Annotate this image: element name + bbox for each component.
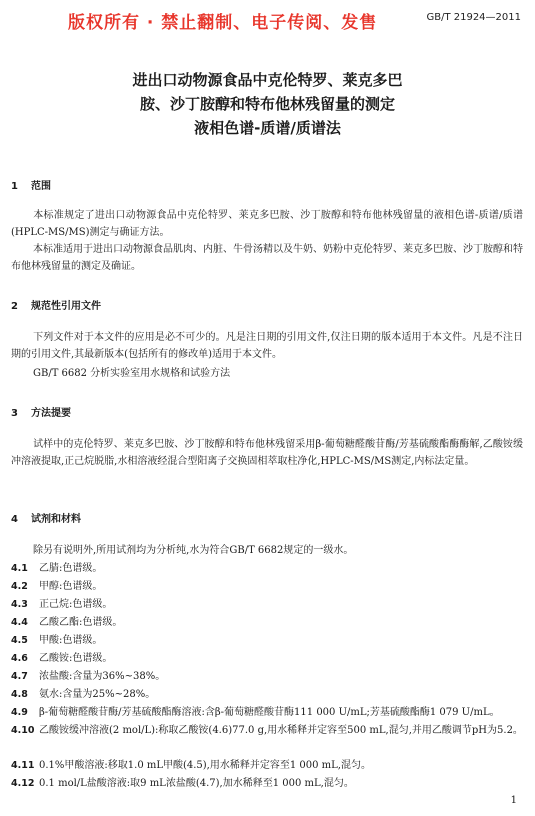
reagent-item bbox=[11, 775, 525, 792]
item-text: 乙酸铵缓冲溶液(2 mol/L):称取乙酸铵(4.6)77.0 g,用水稀释并定容至500 mL,混匀,并用乙酸调节pH为5.2。 bbox=[39, 725, 523, 736]
reagent-item bbox=[11, 722, 525, 739]
section-number: 2 bbox=[11, 301, 18, 312]
item-text: 正己烷:色谱级。 bbox=[39, 599, 113, 610]
item-text: 甲醇:色谱级。 bbox=[39, 581, 103, 592]
reagent-item bbox=[11, 704, 525, 721]
paragraph-text: 试样中的克伦特罗、莱克多巴胺、沙丁胺醇和特布他林残留采用β-葡萄糖醛酸苷酶/芳基硫酸酯酶酶解,乙酸铵缓冲溶液提取,正己烷脱脂,水相溶液经混合型阳离子交换固相萃取柱净化,HPLC-MS/MS测定,内标法定量。 bbox=[11, 439, 523, 467]
reagent-item bbox=[11, 686, 525, 703]
item-text: 氨水:含量为25%~28%。 bbox=[39, 689, 156, 700]
paragraph-scope-2 bbox=[11, 241, 523, 275]
item-number: 4.12 bbox=[11, 778, 35, 789]
section-number: 4 bbox=[11, 514, 18, 525]
paragraph-text: 本标准适用于进出口动物源食品肌肉、内脏、牛骨汤精以及牛奶、奶粉中克伦特罗、莱克多巴胺、沙丁胺醇和特布他林残留量的测定及确证。 bbox=[11, 244, 523, 272]
item-number: 4.3 bbox=[11, 599, 28, 610]
item-text: β-葡萄糖醛酸苷酶/芳基硫酸酯酶溶液:含β-葡萄糖醛酸苷酶111 000 U/mL;芳基硫酸酯酶1 079 U/mL。 bbox=[39, 707, 500, 718]
item-text: 乙酸铵:色谱级。 bbox=[39, 653, 113, 664]
section-title: 方法提要 bbox=[31, 408, 71, 419]
reagent-item bbox=[11, 668, 525, 685]
section-heading-4 bbox=[11, 510, 81, 525]
item-number: 4.7 bbox=[11, 671, 28, 682]
watermark-text: 版权所有 · 禁止翻制、电子传阅、发售 bbox=[68, 13, 378, 33]
item-text: 0.1 mol/L盐酸溶液:取9 mL浓盐酸(4.7),加水稀释至1 000 mL,混匀。 bbox=[39, 778, 354, 789]
paragraph-text: 下列文件对于本文件的应用是必不可少的。凡是注日期的引用文件,仅注日期的版本适用于本文件。凡是不注日期的引用文件,其最新版本(包括所有的修改单)适用于本文件。 bbox=[11, 332, 523, 360]
reagent-item bbox=[11, 596, 525, 613]
item-number: 4.9 bbox=[11, 707, 28, 718]
section-number: 3 bbox=[11, 408, 18, 419]
section-heading-3 bbox=[11, 404, 71, 419]
paragraph-text: GB/T 6682 分析实验室用水规格和试验方法 bbox=[33, 368, 231, 379]
item-number: 4.5 bbox=[11, 635, 28, 646]
item-number: 4.1 bbox=[11, 563, 28, 574]
document-title bbox=[0, 68, 535, 140]
page-number: 1 bbox=[510, 795, 517, 806]
item-number: 4.8 bbox=[11, 689, 28, 700]
item-number: 4.4 bbox=[11, 617, 28, 628]
section-title: 范围 bbox=[31, 181, 51, 192]
section-heading-2 bbox=[11, 297, 101, 312]
section-title: 规范性引用文件 bbox=[31, 301, 101, 312]
reagent-item bbox=[11, 560, 525, 577]
item-text: 甲酸:色谱级。 bbox=[39, 635, 103, 646]
paragraph-references bbox=[11, 329, 523, 363]
standard-number: GB/T 21924—2011 bbox=[426, 12, 521, 23]
item-number: 4.2 bbox=[11, 581, 28, 592]
paragraph-text: 除另有说明外,所用试剂均为分析纯,水为符合GB/T 6682规定的一级水。 bbox=[33, 545, 354, 556]
item-number: 4.6 bbox=[11, 653, 28, 664]
title-line-1: 进出口动物源食品中克伦特罗、莱克多巴 bbox=[132, 71, 403, 89]
reagent-item bbox=[11, 650, 525, 667]
section-title: 试剂和材料 bbox=[31, 514, 81, 525]
paragraph-reagents-intro bbox=[11, 542, 523, 559]
item-number: 4.11 bbox=[11, 760, 35, 771]
paragraph-reference-item bbox=[11, 365, 523, 382]
reagent-item bbox=[11, 757, 525, 774]
item-text: 乙酸乙酯:色谱级。 bbox=[39, 617, 123, 628]
item-text: 浓盐酸:含量为36%~38%。 bbox=[39, 671, 166, 682]
title-line-3: 液相色谱-质谱/质谱法 bbox=[194, 119, 341, 137]
reagent-item bbox=[11, 578, 525, 595]
item-number: 4.10 bbox=[11, 725, 35, 736]
section-heading-1 bbox=[11, 177, 51, 192]
paragraph-text: 本标准规定了进出口动物源食品中克伦特罗、莱克多巴胺、沙丁胺醇和特布他林残留量的液相色谱-质谱/质谱(HPLC-MS/MS)测定与确证方法。 bbox=[11, 210, 523, 238]
reagent-item bbox=[11, 614, 525, 631]
reagent-item bbox=[11, 632, 525, 649]
title-line-2: 胺、沙丁胺醇和特布他林残留量的测定 bbox=[139, 95, 395, 113]
section-number: 1 bbox=[11, 181, 18, 192]
item-text: 乙腈:色谱级。 bbox=[39, 563, 103, 574]
paragraph-scope-1 bbox=[11, 207, 523, 241]
paragraph-method-summary bbox=[11, 436, 523, 470]
item-text: 0.1%甲酸溶液:移取1.0 mL甲酸(4.5),用水稀释并定容至1 000 mL,混匀。 bbox=[39, 760, 371, 771]
